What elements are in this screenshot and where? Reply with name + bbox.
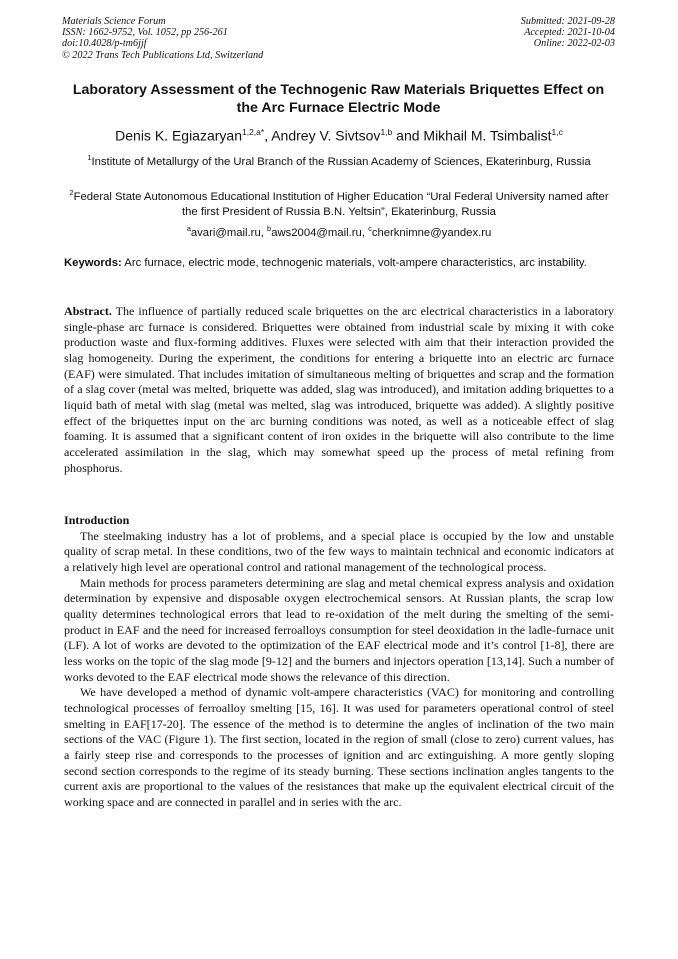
- email-separator: ,: [260, 226, 268, 239]
- email-marker: c: [368, 224, 372, 233]
- journal-issn: ISSN: 1662-9752, Vol. 1052, pp 256-261: [62, 27, 228, 39]
- author-affiliation-marker: 1,2,a*: [241, 127, 265, 137]
- email-marker: a: [186, 224, 191, 233]
- publication-dates: [521, 16, 615, 50]
- keywords-text: Arc furnace, electric mode, technogenic materials, volt-ampere characteristics, arc instability.: [121, 257, 587, 269]
- body-paragraph: We have developed a method of dynamic volt-ampere characteristics (VAC) for monitoring and controlling technological processes of ferroalloy smelting [15, 16]. It was used for parameters operational control of steel smelting in EAF[17-20]. The essence of the method is to determine the angles of inclination of the two main sections of the VAC (Figure 1). The first section, located in the region of small (close to zero) current values, has a fairly steep rise and corresponds to the processes of ignition and arc extinguishing. A more gently sloping second section corresponds to the regime of its steady burning. These sections inclination angles tangents to the current axis are proportional to the values of the resistances that make up the equivalent electrical circuit of the working space and are connected in parallel and in series with the arc.: [64, 685, 614, 809]
- affiliation-2: [64, 185, 614, 221]
- journal-info: [62, 16, 263, 61]
- doi-link[interactable]: doi:10.4028/p-tm6jjf: [62, 38, 147, 50]
- email-link[interactable]: avari@mail.ru: [190, 226, 261, 239]
- submitted-date: Submitted: 2021-09-28: [520, 16, 615, 27]
- online-date: Online: 2022-02-03: [533, 38, 615, 50]
- author-affiliation-marker: 1,b: [380, 127, 393, 137]
- affiliation-text: Institute of Metallurgy of the Ural Branch of the Russian Academy of Sciences, Ekaterinburg, Russia: [91, 155, 591, 168]
- author-emails: [64, 221, 614, 241]
- abstract-label: Abstract.: [64, 304, 112, 318]
- email-separator: ,: [361, 226, 369, 239]
- author-name: Mikhail M. Tsimbalist: [423, 127, 552, 144]
- abstract-text: The influence of partially reduced scale briquettes on the arc electrical characteristics in a laboratory single-phase arc furnace is considered. Briquettes were obtained from industrial scale by mixing it with coke production waste and flux-forming additives. Fluxes were selected with aim that their interaction provided the slag homogeneity. During the experiment, the conditions for entering a briquette into an electric arc furnace (EAF) were simulated. That includes imitation of simultaneous melting of briquettes and scrap and the formation of a slag cover (metal was melted, briquette was added, slag was introduced), and imitation adding briquettes to a liquid bath of metal with slag (metal was melted, slag was introduced, briquette was added). A slightly positive effect of the briquettes input on the arc burning conditions was noted, as well as a noticeable effect of slag foaming. It is assumed that a significant content of iron oxides in the briquette will also contribute to the lime accelerated assimilation in the slag, which may somewhat speed up the process of metal refining from phosphorus.: [64, 304, 614, 475]
- keywords-label: Keywords:: [64, 257, 122, 269]
- keywords-section: [64, 256, 614, 272]
- body-paragraph: Main methods for process parameters determining are slag and metal chemical express analysis and oxidation determination by expensive and disposable oxygen electrochemical sensors. At Russian plants, the scrap low quality determines technological errors that lead to re-oxidation of the melt during the smelting of the semi-product in EAF and the need for increased ferroalloys consumption for steel deoxidation in the ladle-furnace unit (LF). A lot of works are devoted to the optimization of the EAF electrical mode and it’s control [1-8], there are less works on the topic of the slag mode [9-12] and the burners and injectors operation [13,14]. Such a number of works devoted to the EAF electrical mode shows the relevance of this direction.: [64, 575, 614, 684]
- author-list: [40, 123, 638, 145]
- journal-name: Materials Science Forum: [62, 16, 166, 27]
- affiliation-1: [64, 150, 614, 170]
- author-separator: and: [392, 127, 424, 144]
- author-name: Andrey V. Sivtsov: [271, 127, 381, 144]
- email-marker: b: [267, 224, 272, 233]
- author-separator: ,: [264, 127, 272, 144]
- email-link[interactable]: cherknimne@yandex.ru: [371, 226, 492, 239]
- body-paragraph: The steelmaking industry has a lot of problems, and a special place is occupied by the low and unstable quality of scrap metal. In these conditions, two of the few ways to maintain technical and economic indicators at a relatively high level are operational control and rational management of the technological process.: [64, 528, 614, 574]
- paper-title: Laboratory Assessment of the Technogenic Raw Materials Briquettes Effect on the Arc Furnace Electric Mode: [72, 82, 605, 116]
- copyright-line: © 2022 Trans Tech Publications Ltd, Switzerland: [62, 49, 264, 61]
- author-affiliation-marker: 1,c: [551, 127, 563, 137]
- affiliation-text: Federal State Autonomous Educational Institution of Higher Education “Ural Federal University named after the first President of Russia B.N. Yeltsin”, Ekaterinburg, Russia: [73, 190, 609, 219]
- affiliation-marker: 2: [69, 188, 74, 197]
- section-heading: Introduction: [64, 513, 130, 527]
- introduction-section: [64, 513, 614, 810]
- email-link[interactable]: aws2004@mail.ru: [271, 226, 362, 239]
- abstract-section: [64, 304, 614, 476]
- author-name: Denis K. Egiazaryan: [115, 127, 242, 144]
- affiliation-marker: 1: [87, 153, 92, 162]
- accepted-date: Accepted: 2021-10-04: [524, 27, 615, 39]
